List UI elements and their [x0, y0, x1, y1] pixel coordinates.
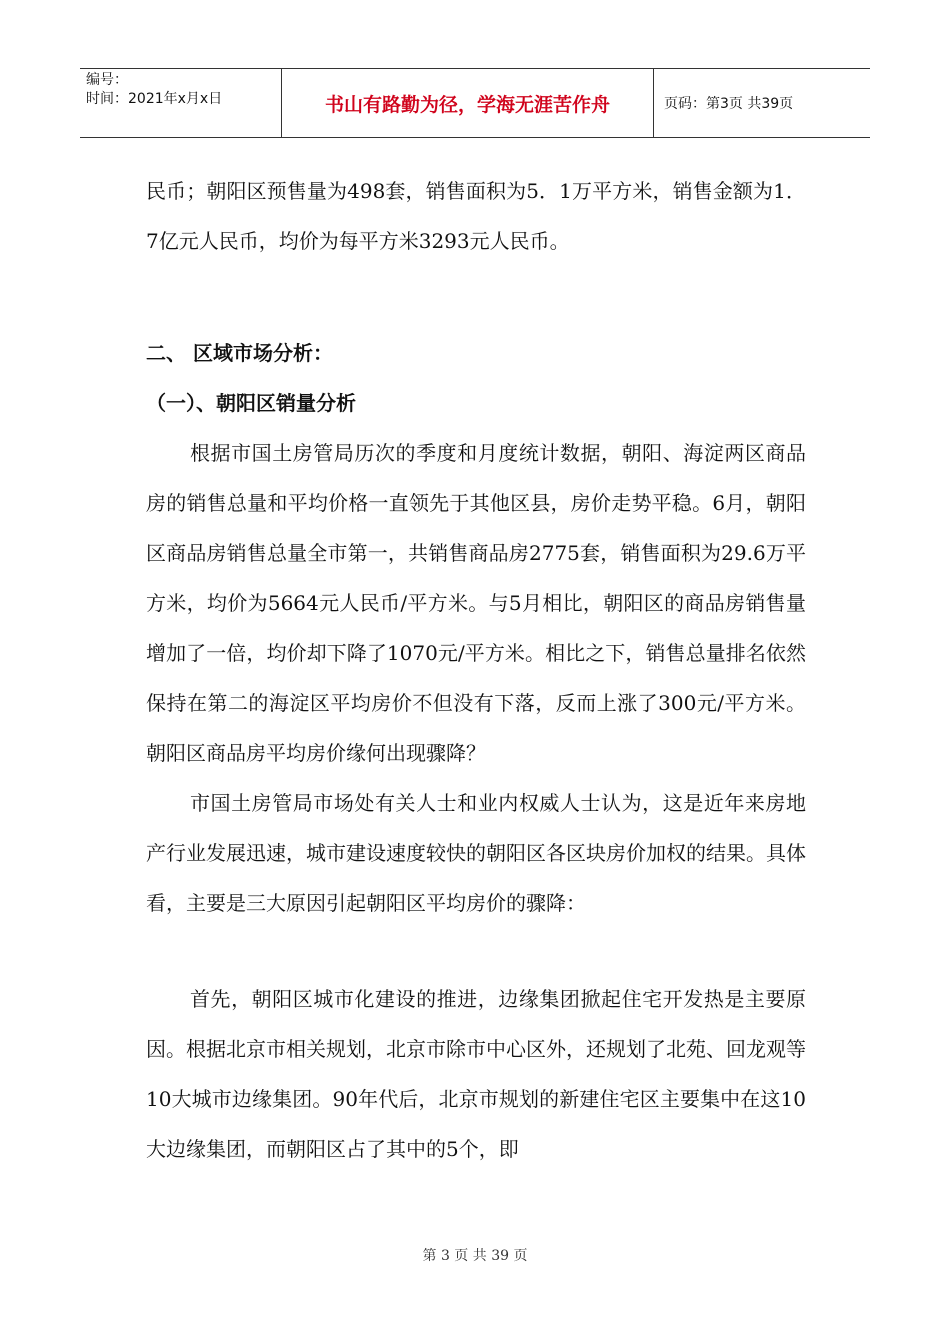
header-table	[80, 68, 870, 138]
page-info-text: 页码：第3页 共39页	[664, 96, 794, 112]
paragraph-continuation: 民币；朝阳区预售量为498套，销售面积为5．1万平方米，销售金额为1．7亿元人民币，均价为每平方米3293元人民币。	[146, 179, 806, 253]
section-heading: 二、 区域市场分析：	[146, 341, 333, 365]
page-info-cell	[654, 69, 870, 137]
subsection-heading: （一）、朝阳区销量分析	[146, 391, 356, 415]
section-spacer	[146, 266, 806, 328]
paragraph-spacer	[146, 928, 806, 974]
document-body	[146, 166, 806, 1174]
motto-text: 书山有路勤为径，学海无涯苦作舟	[324, 93, 610, 116]
paragraph-expert-opinion: 市国土房管局市场处有关人士和业内权威人士认为，这是近年来房地产行业发展迅速，城市建设速度较快的朝阳区各区块房价加权的结果。具体看，主要是三大原因引起朝阳区平均房价的骤降：	[146, 791, 806, 915]
serial-number-label: 编号：	[86, 72, 128, 88]
motto-cell	[282, 69, 654, 137]
paragraph-sales-analysis: 根据市国土房管局历次的季度和月度统计数据，朝阳、海淀两区商品房的销售总量和平均价格一直领先于其他区县，房价走势平稳。6月，朝阳区商品房销售总量全市第一，共销售商品房2775套，销售面积为29.6万平方米，均价为5664元人民币/平方米。与5月相比，朝阳区的商品房销售量增加了一倍，均价却下降了1070元/平方米。相比之下，销售总量排名依然保持在第二的海淀区平均房价不但没有下落，反而上涨了300元/平方米。朝阳区商品房平均房价缘何出现骤降？	[146, 441, 806, 765]
page-footer: 第 3 页 共 39 页	[422, 1248, 528, 1264]
header-meta-cell	[80, 69, 282, 137]
paragraph-first-reason: 首先，朝阳区城市化建设的推进，边缘集团掀起住宅开发热是主要原因。根据北京市相关规划，北京市除市中心区外，还规划了北苑、回龙观等10大城市边缘集团。90年代后，北京市规划的新建住宅区主要集中在这10大边缘集团，而朝阳区占了其中的5个，即	[146, 987, 806, 1161]
date-label: 时间：2021年x月x日	[86, 91, 223, 107]
